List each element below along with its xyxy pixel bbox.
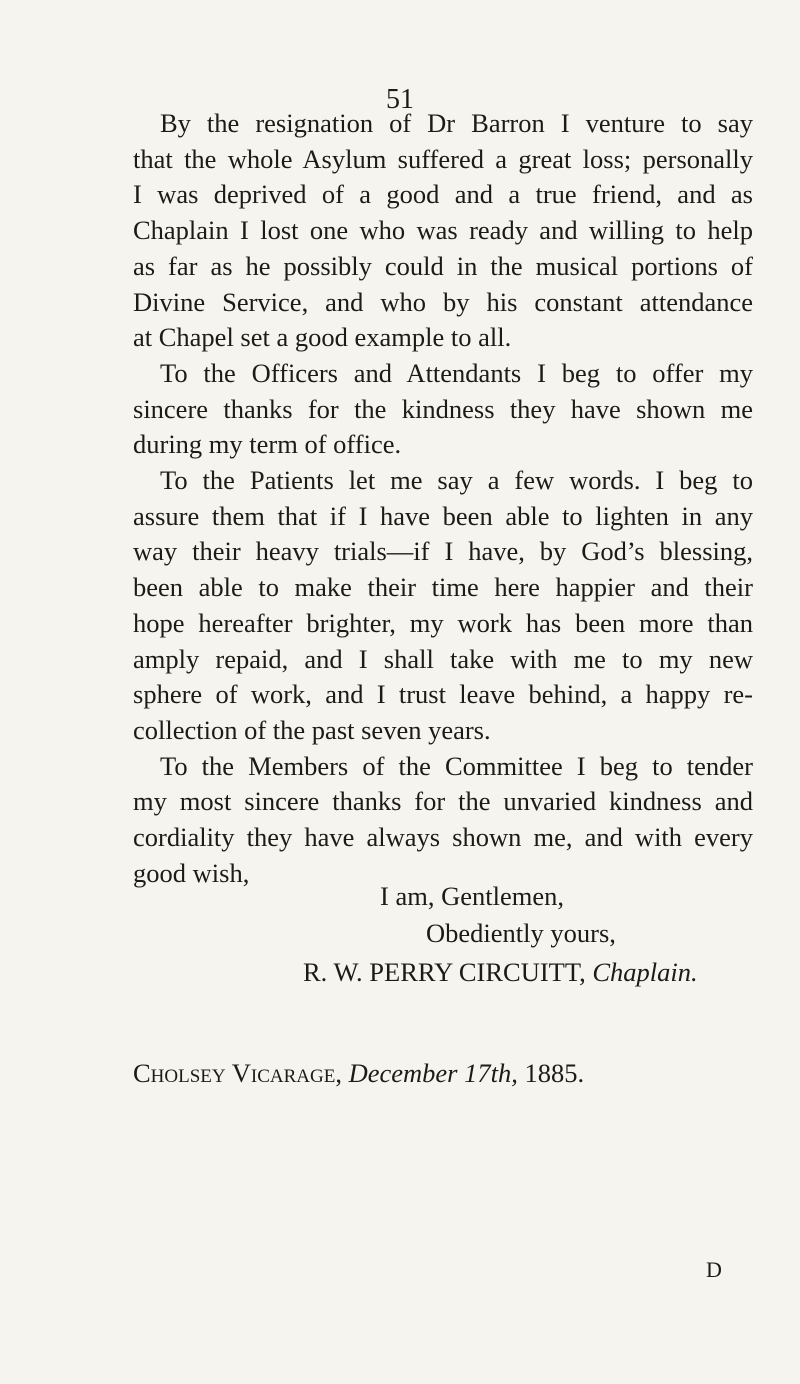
page-number: 51 xyxy=(386,84,414,115)
paragraph-line: during my term of office. xyxy=(133,429,402,460)
paragraph-line: To the Officers and Attendants I beg to offer my xyxy=(160,357,753,388)
dateline-year: 1885. xyxy=(524,1058,585,1088)
dateline-place: Cholsey Vicarage, xyxy=(133,1058,342,1088)
paragraph-line: cordiality they have always shown me, and with every xyxy=(133,822,753,853)
paragraph-line: sincere thanks for the kindness they have shown me xyxy=(133,393,753,424)
paragraph-line: assure them that if I have been able to lighten in any xyxy=(133,500,753,531)
paragraph-line: hope hereafter brighter, my work has been more than xyxy=(133,607,753,638)
paragraph-line: Divine Service, and who by his constant attendance xyxy=(133,286,753,317)
paragraph-line: way their heavy trials—if I have, by God’s blessing, xyxy=(133,536,753,567)
paragraph-line: I was deprived of a good and a true friend, and as xyxy=(133,179,753,210)
paragraph-line: Chaplain I lost one who was ready and willing to help xyxy=(133,215,753,246)
paragraph-line: good wish, xyxy=(133,857,250,888)
paragraph-line: To the Members of the Committee I beg to tender xyxy=(160,750,753,781)
signature-title: Chaplain. xyxy=(592,957,698,987)
paragraph-line: at Chapel set a good example to all. xyxy=(133,322,512,353)
paragraph-line: amply repaid, and I shall take with me to my new xyxy=(133,643,753,674)
paragraph-line: that the whole Asylum suffered a great loss; personally xyxy=(133,143,753,174)
signature-name: R. W. PERRY CIRCUITT, xyxy=(303,957,586,987)
body-text xyxy=(133,106,753,891)
signature-mark: D xyxy=(706,1257,722,1282)
dateline xyxy=(133,1058,584,1089)
dateline-day: 17th, xyxy=(464,1058,518,1088)
closing-salutation: I am, Gentlemen, xyxy=(380,881,564,911)
paragraph-line: To the Patients let me say a few words. I beg to xyxy=(160,465,753,496)
paragraph-line: sphere of work, and I trust leave behind, a happy re- xyxy=(133,679,753,710)
paragraph-line: as far as he possibly could in the musical portions of xyxy=(133,250,753,281)
paragraph-line: collection of the past seven years. xyxy=(133,714,491,745)
paragraph-line: By the resignation of Dr Barron I venture to say xyxy=(160,108,753,138)
paragraph-line: been able to make their time here happier and their xyxy=(133,572,753,603)
paragraph-line: my most sincere thanks for the unvaried kindness and xyxy=(133,786,753,817)
dateline-month: December xyxy=(348,1058,458,1088)
closing-valediction: Obediently yours, xyxy=(426,918,616,948)
signature xyxy=(0,957,800,988)
